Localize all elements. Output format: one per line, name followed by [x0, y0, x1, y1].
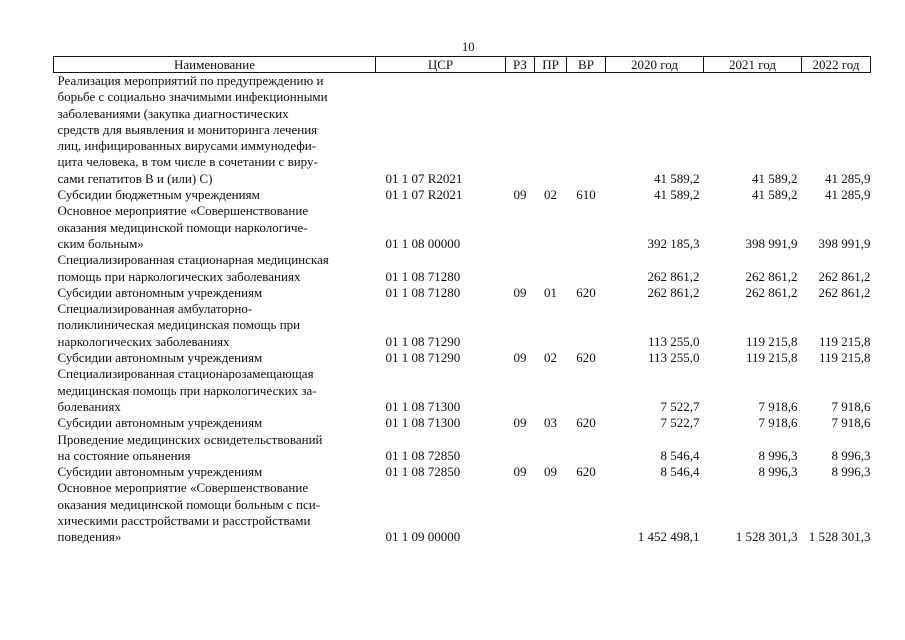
- row-csr: 01 1 08 71280: [385, 284, 461, 300]
- header-2022: 2022 год: [802, 57, 871, 73]
- row-value-2022: 8 996,3: [831, 464, 871, 480]
- row-csr: 01 1 08 71300: [385, 398, 461, 414]
- row-pr: [535, 73, 567, 188]
- row-value-2020: 113 255,0: [647, 350, 700, 366]
- row-name-line: Субсидии бюджетным учреждениям: [57, 187, 260, 203]
- row-pr: 01: [544, 284, 557, 300]
- row-value-2020: 41 589,2: [654, 187, 700, 203]
- row-name: [54, 203, 376, 252]
- row-pr: [535, 432, 567, 465]
- row-csr: 01 1 08 71300: [385, 415, 461, 431]
- header-2021: 2021 год: [704, 57, 802, 73]
- row-name-line: Основное мероприятие «Совершенствование: [57, 480, 309, 496]
- row-name-line: помощь при наркологических заболеваниях: [57, 268, 301, 284]
- row-name-line: Субсидии автономным учреждениям: [57, 464, 263, 480]
- row-name: [54, 350, 376, 366]
- row-vr: [567, 432, 606, 465]
- row-name: [54, 285, 376, 301]
- row-csr: 01 1 08 71280: [385, 268, 461, 284]
- row-value-2020: 262 861,2: [647, 284, 700, 300]
- header-name: Наименование: [54, 57, 376, 73]
- row-name-line: цита человека, в том числе в сочетании с виру-: [57, 154, 318, 170]
- row-name-line: Основное мероприятие «Совершенствование: [57, 203, 309, 219]
- row-vr: [567, 73, 606, 188]
- table-row: [54, 366, 871, 415]
- row-value-2022: 7 918,6: [831, 415, 871, 431]
- row-name-line: Субсидии автономным учреждениям: [57, 415, 263, 431]
- row-csr: 01 1 08 72850: [385, 464, 461, 480]
- row-name: [54, 73, 376, 188]
- row-rz: [506, 366, 535, 415]
- row-vr: [567, 203, 606, 252]
- row-value-2022: 8 996,3: [831, 447, 871, 463]
- header-pr: ПР: [535, 57, 567, 73]
- row-name-line: лиц, инфицированных вирусами иммунодефи-: [57, 138, 317, 154]
- row-name-line: поведения»: [57, 529, 122, 545]
- row-value-2021: 119 215,8: [745, 333, 798, 349]
- row-name: [54, 432, 376, 465]
- row-pr: 09: [544, 464, 557, 480]
- row-name: [54, 366, 376, 415]
- row-pr: [535, 480, 567, 545]
- row-csr: 01 1 08 71290: [385, 333, 461, 349]
- table-body: [54, 73, 871, 546]
- row-value-2020: 8 546,4: [660, 464, 700, 480]
- row-name: [54, 187, 376, 203]
- row-csr: 01 1 08 00000: [385, 235, 461, 251]
- row-vr: [567, 480, 606, 545]
- row-pr: [535, 203, 567, 252]
- row-rz: 09: [513, 415, 527, 431]
- table-row: [54, 252, 871, 285]
- row-value-2020: 41 589,2: [654, 170, 700, 186]
- row-vr: 620: [576, 350, 596, 366]
- row-name-line: поликлиническая медицинская помощь при: [57, 317, 301, 333]
- header-2020: 2020 год: [606, 57, 704, 73]
- row-value-2022: 41 285,9: [825, 170, 871, 186]
- row-name-line: заболеваниями (закупка диагностических: [57, 105, 289, 121]
- row-value-2021: 8 996,3: [758, 464, 798, 480]
- table-row: [54, 464, 871, 480]
- row-value-2021: 41 589,2: [752, 170, 798, 186]
- row-name-line: оказания медицинской помощи наркологиче-: [57, 219, 308, 235]
- row-pr: 02: [544, 187, 557, 203]
- row-value-2022: 262 861,2: [818, 284, 871, 300]
- row-name: [54, 252, 376, 285]
- row-name-line: сами гепатитов В и (или) С): [57, 170, 213, 186]
- table-row: [54, 203, 871, 252]
- row-value-2020: 113 255,0: [647, 333, 700, 349]
- table-row: [54, 480, 871, 545]
- row-csr: 01 1 09 00000: [385, 529, 461, 545]
- row-value-2022: 398 991,9: [818, 235, 871, 251]
- table-row: [54, 187, 871, 203]
- row-rz: [506, 73, 535, 188]
- row-pr: [535, 301, 567, 350]
- row-name-line: болеваниях: [57, 398, 121, 414]
- row-name-line: борьбе с социально значимыми инфекционными: [57, 89, 328, 105]
- row-rz: [506, 301, 535, 350]
- row-value-2020: 1 452 498,1: [637, 529, 700, 545]
- table-row: [54, 301, 871, 350]
- row-value-2021: 262 861,2: [745, 284, 798, 300]
- row-value-2020: 392 185,3: [647, 235, 700, 251]
- row-value-2021: 8 996,3: [758, 447, 798, 463]
- row-value-2021: 41 589,2: [752, 187, 798, 203]
- row-name-line: Специализированная стационарозамещающая: [57, 366, 314, 382]
- page-number: 10: [462, 40, 475, 54]
- row-csr: 01 1 07 R2021: [385, 170, 463, 186]
- row-value-2022: 262 861,2: [818, 268, 871, 284]
- row-vr: [567, 301, 606, 350]
- row-name: [54, 415, 376, 431]
- row-name-line: оказания медицинской помощи больным с пси-: [57, 496, 321, 512]
- row-name-line: наркологических заболеваниях: [57, 333, 230, 349]
- row-name: [54, 301, 376, 350]
- row-csr: 01 1 08 71290: [385, 350, 461, 366]
- row-name-line: Проведение медицинских освидетельствований: [57, 431, 323, 447]
- row-value-2022: 119 215,8: [818, 350, 871, 366]
- row-value-2020: 262 861,2: [647, 268, 700, 284]
- row-vr: 620: [576, 464, 596, 480]
- header-rz: РЗ: [506, 57, 535, 73]
- row-value-2022: 41 285,9: [825, 187, 871, 203]
- row-name-line: на состояние опьянения: [57, 447, 191, 463]
- table-header: [54, 57, 871, 73]
- row-csr: 01 1 07 R2021: [385, 187, 463, 203]
- row-pr: [535, 252, 567, 285]
- row-value-2021: 7 918,6: [758, 398, 798, 414]
- row-name-line: хическими расстройствами и расстройствами: [57, 513, 311, 529]
- row-value-2020: 7 522,7: [660, 398, 700, 414]
- row-pr: 03: [544, 415, 557, 431]
- budget-table: [53, 56, 871, 546]
- row-name-line: Специализированная амбулаторно-: [57, 301, 253, 317]
- row-vr: [567, 252, 606, 285]
- row-rz: 09: [513, 284, 527, 300]
- row-rz: [506, 203, 535, 252]
- row-value-2021: 1 528 301,3: [735, 529, 798, 545]
- row-name: [54, 464, 376, 480]
- row-name-line: Субсидии автономным учреждениям: [57, 284, 263, 300]
- row-name-line: Специализированная стационарная медицинская: [57, 252, 329, 268]
- row-value-2021: 398 991,9: [745, 235, 798, 251]
- row-value-2021: 7 918,6: [758, 415, 798, 431]
- row-name-line: ским больным»: [57, 235, 144, 251]
- row-pr: [535, 366, 567, 415]
- row-rz: 09: [513, 350, 527, 366]
- row-value-2022: 119 215,8: [818, 333, 871, 349]
- header-vr: ВР: [567, 57, 606, 73]
- row-value-2022: 1 528 301,3: [808, 529, 871, 545]
- row-rz: 09: [513, 464, 527, 480]
- header-csr: ЦСР: [376, 57, 506, 73]
- row-value-2021: 119 215,8: [745, 350, 798, 366]
- row-value-2020: 8 546,4: [660, 447, 700, 463]
- row-vr: [567, 366, 606, 415]
- row-value-2022: 7 918,6: [831, 398, 871, 414]
- row-csr: 01 1 08 72850: [385, 447, 461, 463]
- row-pr: 02: [544, 350, 557, 366]
- row-value-2020: 7 522,7: [660, 415, 700, 431]
- row-rz: [506, 252, 535, 285]
- row-name: [54, 480, 376, 545]
- row-name-line: Субсидии автономным учреждениям: [57, 350, 263, 366]
- row-rz: [506, 432, 535, 465]
- row-name-line: Реализация мероприятий по предупреждению и: [57, 73, 324, 88]
- table-row: [54, 415, 871, 431]
- row-vr: 620: [576, 415, 596, 431]
- table-row: [54, 73, 871, 188]
- row-value-2021: 262 861,2: [745, 268, 798, 284]
- table-row: [54, 350, 871, 366]
- table-row: [54, 432, 871, 465]
- row-rz: 09: [513, 187, 527, 203]
- table-row: [54, 285, 871, 301]
- row-name-line: средств для выявления и мониторинга лечения: [57, 121, 318, 137]
- row-vr: 610: [576, 187, 596, 203]
- row-name-line: медицинская помощь при наркологических за-: [57, 382, 317, 398]
- row-vr: 620: [576, 284, 596, 300]
- row-rz: [506, 480, 535, 545]
